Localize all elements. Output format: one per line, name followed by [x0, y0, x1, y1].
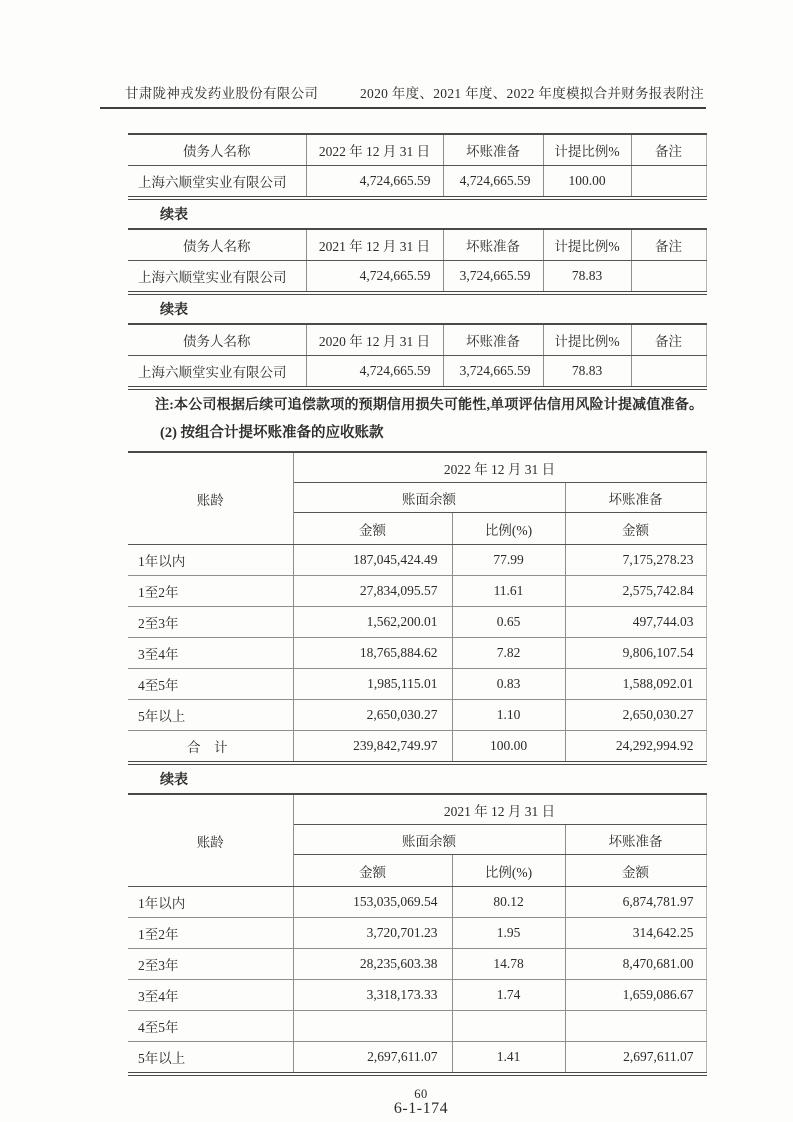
date-header: 2021 年 12 月 31 日 [293, 794, 706, 825]
table-cell: 2,650,030.27 [565, 700, 706, 731]
table-cell: 3,724,665.59 [443, 356, 543, 389]
table-cell: 1.41 [452, 1042, 565, 1075]
table-cell: 80.12 [452, 887, 565, 918]
date-header: 2021 年 12 月 31 日 [306, 229, 443, 261]
table-row [128, 166, 706, 199]
table-cell: 9,806,107.54 [565, 638, 706, 669]
scan-artifact [3, 710, 27, 734]
debtor-name-header: 债务人名称 [128, 324, 306, 356]
table-cell: 7,175,278.23 [565, 545, 706, 576]
table-cell: 24,292,994.92 [565, 731, 706, 764]
header-row [128, 134, 706, 166]
debtor-name-header: 债务人名称 [128, 229, 306, 261]
table-row [128, 980, 706, 1011]
table-cell: 3至4年 [128, 980, 293, 1011]
book-balance-header: 账面余额 [293, 825, 565, 855]
date-header: 2020 年 12 月 31 日 [306, 324, 443, 356]
bad-debt-header: 坏账准备 [565, 483, 706, 513]
table-cell: 6,874,781.97 [565, 887, 706, 918]
continued-label: 续表 [160, 773, 188, 788]
table-cell: 上海六顺堂实业有限公司 [128, 356, 306, 389]
table-cell: 1,659,086.67 [565, 980, 706, 1011]
amount-header: 金额 [293, 513, 452, 545]
table-cell: 0.83 [452, 669, 565, 700]
table-cell: 上海六顺堂实业有限公司 [128, 166, 306, 199]
table-cell: 14.78 [452, 949, 565, 980]
table-cell: 1至2年 [128, 576, 293, 607]
debtor-table-2021 [128, 228, 707, 295]
aging-table-2021 [128, 793, 707, 1076]
scan-artifact [3, 790, 27, 814]
table-cell: 153,035,069.54 [293, 887, 452, 918]
table-cell: 18,765,884.62 [293, 638, 452, 669]
table-cell: 7.82 [452, 638, 565, 669]
scan-artifact [3, 557, 27, 581]
header-row [128, 452, 706, 483]
table-cell: 1.74 [452, 980, 565, 1011]
table-cell: 5年以上 [128, 700, 293, 731]
page-footer [118, 1088, 724, 1118]
company-name: 甘肃陇神戎发药业股份有限公司 [125, 86, 319, 101]
continued-label: 续表 [160, 303, 188, 318]
table-cell [631, 166, 706, 199]
table-cell: 28,235,603.38 [293, 949, 452, 980]
table-cell: 0.65 [452, 607, 565, 638]
table-row [128, 887, 706, 918]
table-cell: 4,724,665.59 [306, 356, 443, 389]
debtor-name-header: 债务人名称 [128, 134, 306, 166]
table-cell: 3至4年 [128, 638, 293, 669]
bad-debt-header: 坏账准备 [565, 825, 706, 855]
table-row [128, 700, 706, 731]
aging-header: 账龄 [128, 452, 293, 545]
table-cell: 2至3年 [128, 607, 293, 638]
table-row [128, 576, 706, 607]
table-cell: 上海六顺堂实业有限公司 [128, 261, 306, 294]
table-cell: 4,724,665.59 [306, 166, 443, 199]
table-cell: 239,842,749.97 [293, 731, 452, 764]
scan-artifact [3, 479, 27, 503]
table-cell: 78.83 [543, 261, 631, 294]
table-cell: 1.95 [452, 918, 565, 949]
scan-artifact [3, 69, 27, 93]
debtor-table-2020 [128, 323, 707, 390]
document-header [100, 82, 706, 109]
header-row [128, 794, 706, 825]
note-text: 注:本公司根据后续可追偿款项的预期信用损失可能性,单项评估信用风险计提减值准备。 [155, 398, 704, 413]
scan-artifact [3, 183, 27, 207]
table-cell: 1,985,115.01 [293, 669, 452, 700]
table-cell: 8,470,681.00 [565, 949, 706, 980]
amount-header: 金额 [565, 513, 706, 545]
ratio-header: 比例(%) [452, 855, 565, 887]
table-cell: 187,045,424.49 [293, 545, 452, 576]
table-cell: 4至5年 [128, 669, 293, 700]
table-cell: 2,650,030.27 [293, 700, 452, 731]
bad-debt-header: 坏账准备 [443, 134, 543, 166]
remark-header: 备注 [631, 229, 706, 261]
header-row [128, 324, 706, 356]
table-cell: 77.99 [452, 545, 565, 576]
section-heading: (2) 按组合计提坏账准备的应收账款 [160, 425, 384, 441]
table-cell: 4,724,665.59 [443, 166, 543, 199]
table-row [128, 949, 706, 980]
remark-header: 备注 [631, 324, 706, 356]
continued-label: 续表 [160, 208, 188, 223]
table-cell [293, 1011, 452, 1042]
bad-debt-header: 坏账准备 [443, 324, 543, 356]
date-header: 2022 年 12 月 31 日 [293, 452, 706, 483]
scan-artifact [3, 635, 27, 659]
table-cell: 27,834,095.57 [293, 576, 452, 607]
table-row [128, 261, 706, 294]
table-cell: 4至5年 [128, 1011, 293, 1042]
date-header: 2022 年 12 月 31 日 [306, 134, 443, 166]
table-cell: 3,724,665.59 [443, 261, 543, 294]
table-cell: 78.83 [543, 356, 631, 389]
aging-header: 账龄 [128, 794, 293, 887]
book-balance-header: 账面余额 [293, 483, 565, 513]
table-cell [452, 1011, 565, 1042]
table-row [128, 1011, 706, 1042]
page-number: 60 [414, 1087, 428, 1101]
table-cell: 1至2年 [128, 918, 293, 949]
scan-artifact [3, 1005, 27, 1029]
ratio-header: 比例(%) [452, 513, 565, 545]
table-row [128, 918, 706, 949]
table-cell [631, 261, 706, 294]
table-cell: 11.61 [452, 576, 565, 607]
table-cell: 497,744.03 [565, 607, 706, 638]
table-row [128, 356, 706, 389]
table-cell: 2,697,611.07 [293, 1042, 452, 1075]
table-cell: 1,588,092.01 [565, 669, 706, 700]
table-cell: 100.00 [452, 731, 565, 764]
scan-artifact [3, 289, 27, 313]
document-number: 6-1-174 [393, 1100, 449, 1118]
table-cell: 5年以上 [128, 1042, 293, 1075]
amount-header: 金额 [293, 855, 452, 887]
scan-artifact [3, 917, 27, 941]
table-cell: 1.10 [452, 700, 565, 731]
ratio-header: 计提比例% [543, 134, 631, 166]
table-cell: 合 计 [128, 731, 293, 764]
table-row [128, 669, 706, 700]
table-cell: 3,318,173.33 [293, 980, 452, 1011]
debtor-table-2022 [128, 133, 707, 200]
ratio-header: 计提比例% [543, 229, 631, 261]
amount-header: 金额 [565, 855, 706, 887]
table-cell [631, 356, 706, 389]
report-title: 2020 年度、2021 年度、2022 年度模拟合并财务报表附注 [359, 86, 704, 101]
table-cell: 3,720,701.23 [293, 918, 452, 949]
header-row [128, 229, 706, 261]
table-row [128, 1042, 706, 1075]
table-cell [565, 1011, 706, 1042]
table-cell: 4,724,665.59 [306, 261, 443, 294]
aging-table-2022 [128, 451, 707, 765]
table-cell: 1年以内 [128, 887, 293, 918]
table-row [128, 638, 706, 669]
bad-debt-header: 坏账准备 [443, 229, 543, 261]
table-cell: 2至3年 [128, 949, 293, 980]
table-cell: 2,575,742.84 [565, 576, 706, 607]
remark-header: 备注 [631, 134, 706, 166]
table-row [128, 731, 706, 764]
table-cell: 1,562,200.01 [293, 607, 452, 638]
scan-artifact [3, 400, 27, 424]
table-cell: 2,697,611.07 [565, 1042, 706, 1075]
table-row [128, 545, 706, 576]
ratio-header: 计提比例% [543, 324, 631, 356]
table-row [128, 607, 706, 638]
table-cell: 1年以内 [128, 545, 293, 576]
table-cell: 100.00 [543, 166, 631, 199]
table-cell: 314,642.25 [565, 918, 706, 949]
